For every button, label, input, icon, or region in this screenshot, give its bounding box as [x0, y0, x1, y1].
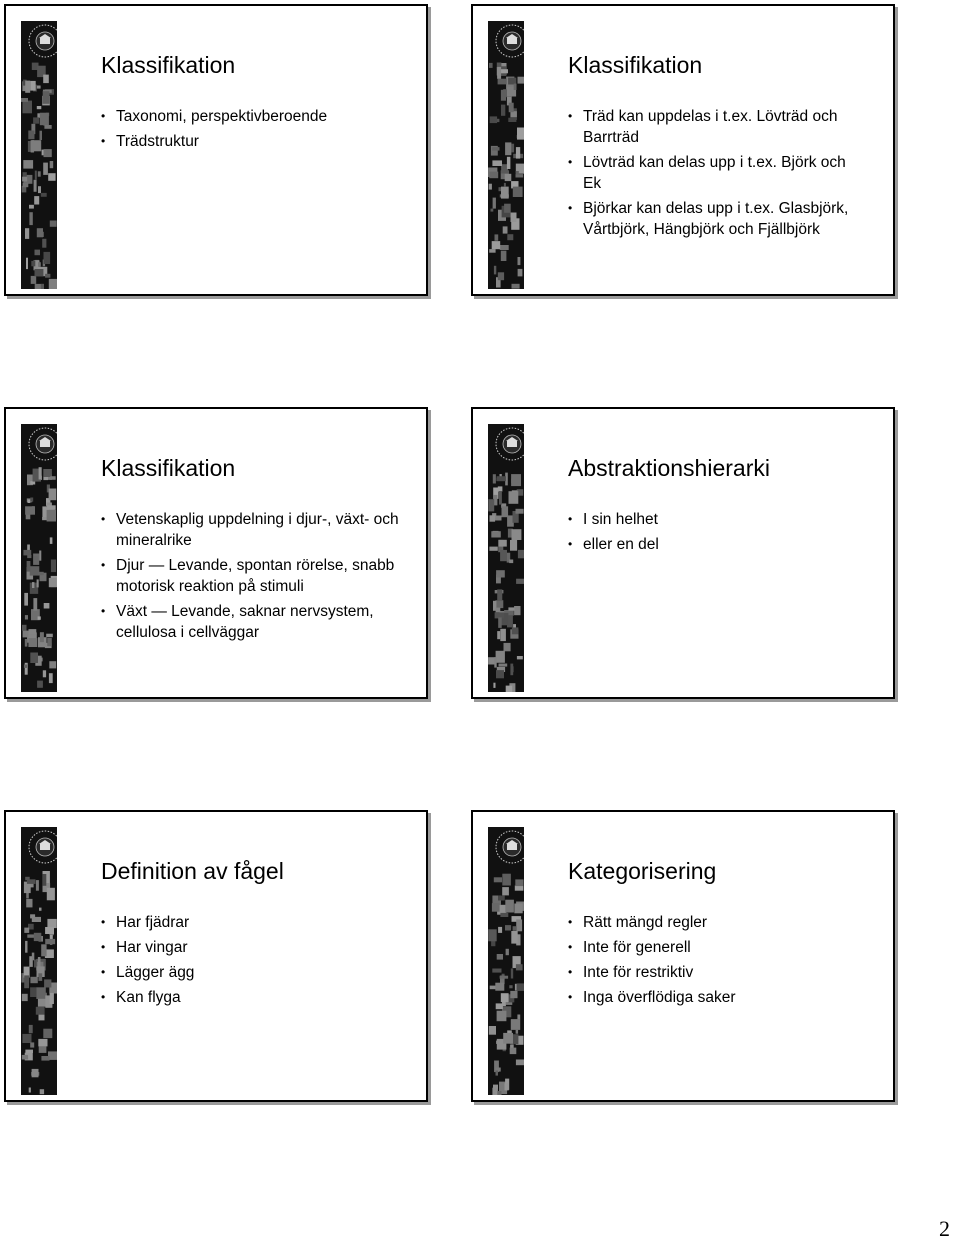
slide-5 [4, 810, 428, 1102]
slide-title: Klassifikation [101, 52, 236, 78]
decorative-strip [488, 21, 524, 289]
bullet-item: • Trädstruktur [101, 131, 401, 152]
bullet-item: • Inte för restriktiv [568, 962, 868, 983]
page-number: 2 [939, 1216, 950, 1241]
bullet-item: • I sin helhet [568, 509, 868, 530]
bullet-item: • Lägger ägg [101, 962, 401, 983]
slide-2 [471, 4, 895, 296]
bullet-item: • Vetenskaplig uppdelning i djur-, växt- och mineralrike [101, 509, 401, 551]
bullet-item: • Inte för generell [568, 937, 868, 958]
slide-title: Definition av fågel [101, 858, 284, 884]
slide-title: Kategorisering [568, 858, 717, 884]
slide-1 [4, 4, 428, 296]
slide-title: Klassifikation [568, 52, 703, 78]
bullet-item: • Lövträd kan delas upp i t.ex. Björk och Ek [568, 152, 868, 194]
decorative-strip [488, 424, 524, 692]
bullet-item: • Rätt mängd regler [568, 912, 868, 933]
slide-title: Abstraktionshierarki [568, 455, 770, 481]
university-seal-icon [488, 21, 524, 289]
slide-3 [4, 407, 428, 699]
bullet-list [101, 912, 401, 1012]
slide-title: Klassifikation [101, 455, 236, 481]
bullet-item: • Djur — Levande, spontan rörelse, snabb motorisk reaktion på stimuli [101, 555, 401, 597]
university-seal-icon [21, 21, 57, 289]
decorative-strip [21, 827, 57, 1095]
bullet-item: • Träd kan uppdelas i t.ex. Lövträd och Barrträd [568, 106, 868, 148]
bullet-list [101, 106, 401, 156]
bullet-list [568, 912, 868, 1012]
bullet-item: • Växt — Levande, saknar nervsystem, cellulosa i cellväggar [101, 601, 401, 643]
slide-6 [471, 810, 895, 1102]
university-seal-icon [21, 424, 57, 692]
bullet-list [568, 106, 868, 244]
university-seal-icon [488, 424, 524, 692]
bullet-item: • eller en del [568, 534, 868, 555]
bullet-list [568, 509, 868, 559]
decorative-strip [21, 424, 57, 692]
decorative-strip [21, 21, 57, 289]
bullet-list [101, 509, 401, 647]
bullet-item: • Inga överflödiga saker [568, 987, 868, 1008]
university-seal-icon [488, 827, 524, 1095]
decorative-strip [488, 827, 524, 1095]
bullet-item: • Har fjädrar [101, 912, 401, 933]
bullet-item: • Björkar kan delas upp i t.ex. Glasbjörk, Vårtbjörk, Hängbjörk och Fjällbjörk [568, 198, 868, 240]
slide-4 [471, 407, 895, 699]
university-seal-icon [21, 827, 57, 1095]
bullet-item: • Har vingar [101, 937, 401, 958]
bullet-item: • Taxonomi, perspektivberoende [101, 106, 401, 127]
bullet-item: • Kan flyga [101, 987, 401, 1008]
